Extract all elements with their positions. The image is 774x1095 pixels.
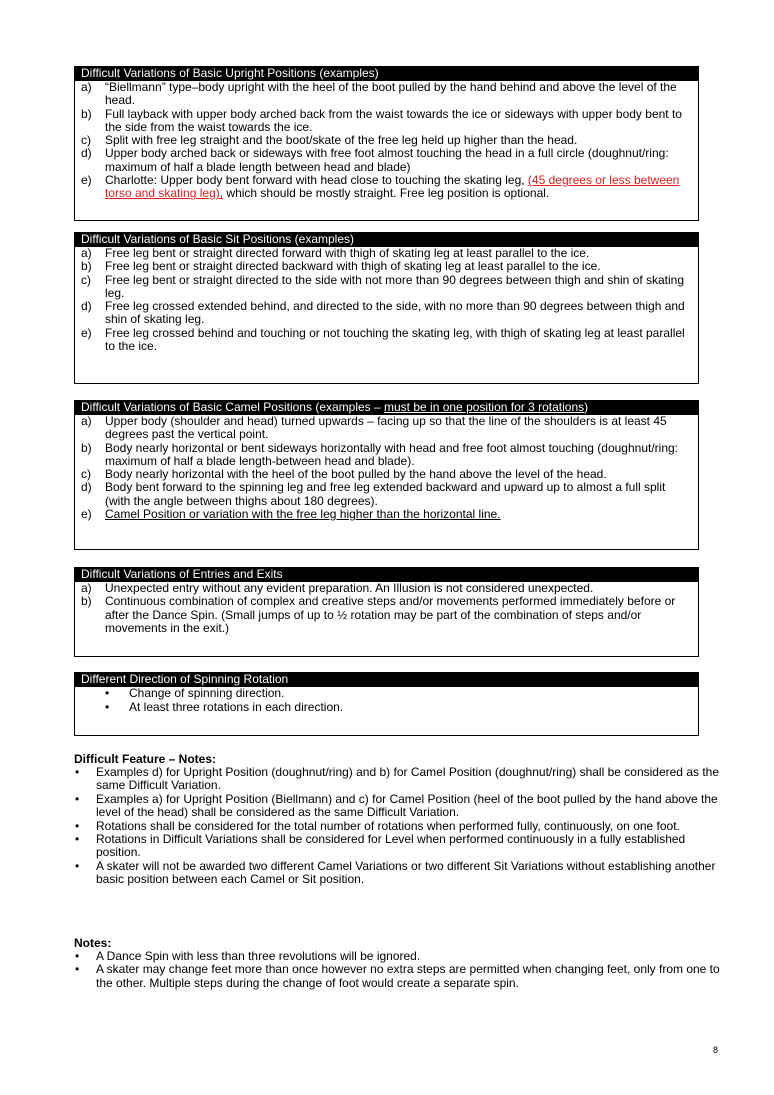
bullet-icon: • bbox=[75, 832, 80, 847]
list-item: • A skater will not be awarded two different Camel Variations or two different Sit Variations without establishing another basic position between each Camel or Sit position. bbox=[75, 858, 716, 887]
bullet-icon: • bbox=[75, 818, 80, 833]
spinning-direction-box bbox=[74, 672, 699, 736]
notes-list bbox=[74, 950, 724, 990]
list-item: • Examples a) for Upright Position (Biellmann) and c) for Camel Position (heel of the boot pulled by the hand above the level of the head) shall be considered as the same Difficult Variation. bbox=[75, 791, 718, 820]
list-item: e) Camel Position or variation with the free leg higher than the horizontal line. bbox=[81, 507, 501, 522]
upright-positions-box bbox=[74, 66, 699, 221]
list-item: e) Free leg crossed behind and touching or not touching the skating leg, with thigh of skating leg at least parallel to the ice. bbox=[81, 325, 685, 354]
list-item: d) Free leg crossed extended behind, and directed to the side, with no more than 90 degrees between thigh and shin of skating leg. bbox=[81, 299, 685, 327]
direction-header: Different Direction of Spinning Rotation bbox=[75, 673, 698, 687]
sit-list bbox=[81, 247, 692, 353]
camel-header: Difficult Variations of Basic Camel Positions (examples – must be in one position for 3 rotations) bbox=[75, 401, 698, 415]
upright-list bbox=[81, 81, 692, 201]
list-item: a) Free leg bent or straight directed forward with thigh of skating leg at least parallel to the ice. bbox=[81, 246, 590, 260]
camel-list bbox=[81, 415, 692, 521]
bullet-icon: • bbox=[75, 949, 80, 963]
feature-notes-title: Difficult Feature – Notes: bbox=[74, 752, 217, 766]
list-item: b) Free leg bent or straight directed backward with thigh of skating leg at least parallel to the ice. bbox=[81, 259, 601, 274]
underlined-text: Camel Position or variation with the free leg higher than the horizontal line. bbox=[105, 507, 501, 522]
entries-header: Difficult Variations of Entries and Exits bbox=[75, 568, 698, 582]
difficult-feature-notes bbox=[74, 752, 724, 887]
list-item: b) Full layback with upper body arched back from the waist towards the ice or sideways with upper body bent to the side from the waist towards the ice. bbox=[81, 106, 682, 134]
direction-list bbox=[81, 687, 692, 714]
list-item: a) Upper body (shoulder and head) turned upwards – facing up so that the line of the shoulders is at least 45 degrees past the vertical point. bbox=[81, 414, 667, 442]
list-item: • At least three rotations in each direction. bbox=[105, 699, 344, 714]
list-item: e) Charlotte: Upper body bent forward with head close to touching the skating leg, (45 degrees or less between torso and skating leg), which should be mostly straight. Free leg position is optional. bbox=[81, 173, 680, 201]
list-item: c) Body nearly horizontal with the heel of the boot pulled by the hand above the level of the head. bbox=[81, 467, 607, 482]
bullet-icon: • bbox=[75, 962, 80, 977]
list-item: • Rotations shall be considered for the total number of rotations when performed fully, continuously, on one foot. bbox=[75, 818, 680, 833]
underlined-text: must be in one position for 3 rotations bbox=[384, 401, 585, 414]
bullet-icon: • bbox=[75, 858, 80, 873]
bullet-icon: • bbox=[105, 686, 110, 700]
list-item: • A Dance Spin with less than three revolutions will be ignored. bbox=[75, 949, 421, 963]
notes-section bbox=[74, 936, 724, 990]
sit-positions-box bbox=[74, 232, 699, 384]
list-item: d) Body bent forward to the spinning leg and free leg extended backward and upward up to almost a full split (with the angle between thighs about 180 degrees). bbox=[81, 480, 666, 508]
red-underlined-text: (45 degrees or less between torso and skating leg), bbox=[105, 173, 680, 201]
list-item: • Rotations in Difficult Variations shall be considered for Level when performed continuously in a fully established position. bbox=[75, 832, 686, 860]
list-item: a) Unexpected entry without any evident preparation. An Illusion is not considered unexpected. bbox=[81, 581, 594, 595]
notes-title: Notes: bbox=[74, 936, 112, 950]
bullet-icon: • bbox=[75, 791, 80, 806]
list-item: • Change of spinning direction. bbox=[105, 686, 285, 700]
list-item: c) Free leg bent or straight directed to the side with not more than 90 degrees between thigh and shin of skating leg. bbox=[81, 272, 685, 300]
bullet-icon: • bbox=[105, 699, 110, 714]
list-item: a) “Biellmann” type–body upright with the heel of the boot pulled by the hand behind and above the level of the head. bbox=[81, 80, 677, 108]
bullet-icon: • bbox=[75, 765, 80, 779]
sit-header: Difficult Variations of Basic Sit Positions (examples) bbox=[75, 233, 698, 247]
list-item: b) Body nearly horizontal or bent sideways horizontally with head and free foot almost touching (doughnut/ring: maximum of half a blade length-between head and blade). bbox=[81, 440, 679, 468]
page-number: 8 bbox=[712, 1045, 718, 1055]
list-item: c) Split with free leg straight and the boot/skate of the free leg held up higher than the head. bbox=[81, 133, 578, 148]
list-item: • Examples d) for Upright Position (doughnut/ring) and b) for Camel Position (doughnut/ring) shall be considered as the same Difficult Variation. bbox=[75, 765, 720, 793]
camel-positions-box bbox=[74, 400, 699, 550]
upright-header: Difficult Variations of Basic Upright Positions (examples) bbox=[75, 67, 698, 81]
list-item: b) Continuous combination of complex and creative steps and/or movements performed immediately before or after the Dance Spin. (Small jumps of up to ½ rotation may be part of the combination of steps and/or movements in the exit.) bbox=[81, 594, 676, 635]
entries-exits-box bbox=[74, 567, 699, 657]
list-item: d) Upper body arched back or sideways with free foot almost touching the head in a full circle (doughnut/ring: maximum of half a blade length between head and blade) bbox=[81, 146, 669, 174]
feature-notes-list bbox=[74, 766, 724, 887]
entries-list bbox=[81, 582, 692, 635]
list-item: • A skater may change feet more than once however no extra steps are permitted when changing feet, only from one to the other. Multiple steps during the change of foot would create a separate spin. bbox=[75, 962, 720, 990]
